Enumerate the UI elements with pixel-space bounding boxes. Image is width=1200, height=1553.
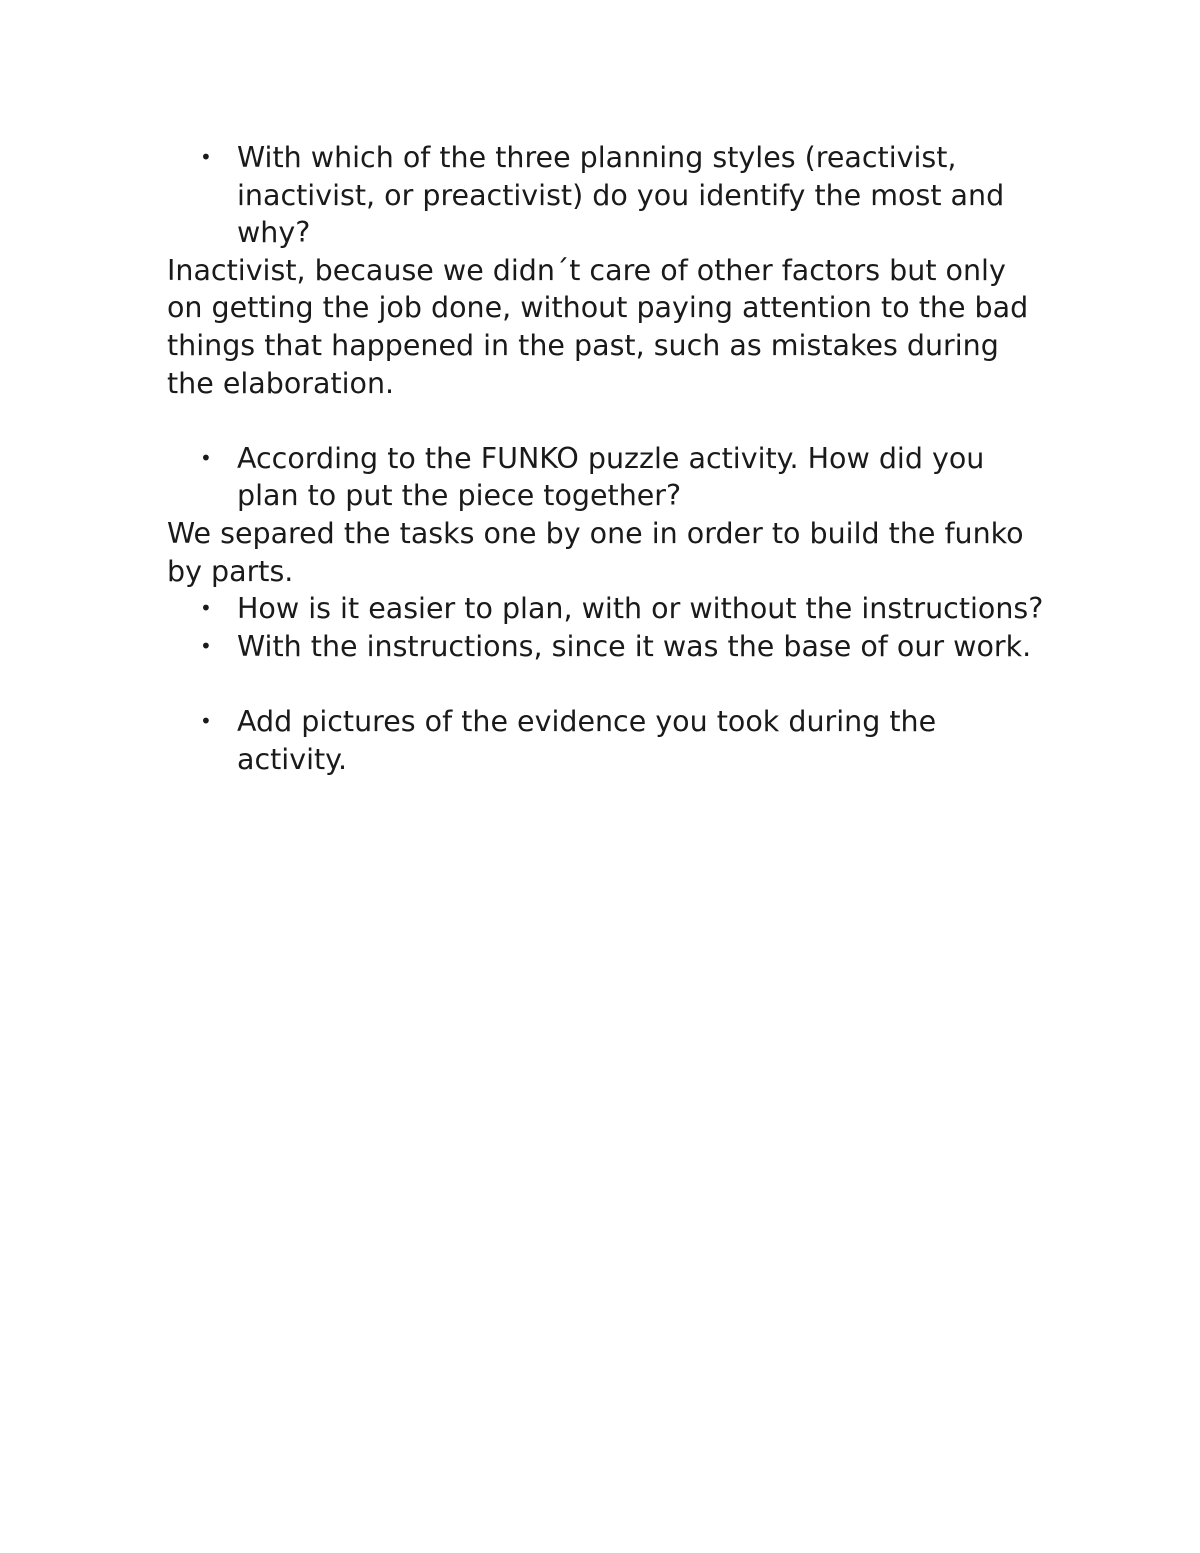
bullet-icon: •	[200, 708, 212, 733]
answer-2-text: We separed the tasks one by one in order to build the funko by parts.	[167, 516, 1024, 588]
list-item-answer-3	[167, 628, 1047, 666]
list-item-question-1	[167, 139, 1047, 252]
question-4-text: Add pictures of the evidence you took during the activity.	[237, 704, 937, 776]
list-item-question-2	[167, 440, 1047, 515]
bullet-icon: •	[200, 445, 212, 470]
bullet-icon: •	[200, 596, 212, 621]
bullet-icon: •	[200, 633, 212, 658]
list-item-question-3	[167, 590, 1047, 628]
question-2-text: According to the FUNKO puzzle activity. How did you plan to put the piece together?	[237, 441, 985, 513]
answer-1-text: Inactivist, because we didn´t care of other factors but only on getting the job done, without paying attention to the bad things that happened in the past, such as mistakes during the elaboration.	[167, 253, 1029, 400]
question-3-text: How is it easier to plan, with or without the instructions?	[237, 592, 1044, 626]
answer-3-text: With the instructions, since it was the base of our work.	[237, 629, 1032, 663]
bullet-icon: •	[200, 145, 212, 169]
document-body	[167, 139, 1047, 778]
question-1-text: With which of the three planning styles (reactivist, inactivist, or preactivist) do you identify the most and why?	[237, 141, 1005, 250]
blank-line	[167, 402, 1047, 440]
list-item-question-4	[167, 703, 1047, 778]
blank-line	[167, 665, 1047, 703]
